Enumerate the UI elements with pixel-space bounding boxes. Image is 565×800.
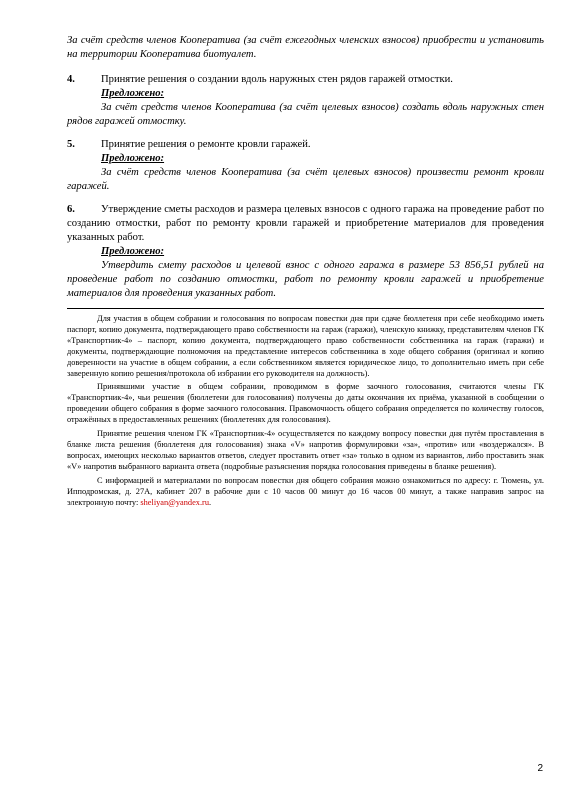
- footnote-paragraph: Принятие решения членом ГК «Транспортник-4» осуществляется по каждому вопросу повестки дня путём проставления в бланке листа решения (бюллетеня для голосования) знака «V» напротив формулировки «за», «против» или «воздержался». В вопросах, имеющих несколько вариантов ответов, следует проставить ответ «за» только в одном из вариантов, либо проставить знак «V» напротив выбранного варианта ответа (подробные разъяснения порядка голосования приведены в бланке решения).: [67, 429, 544, 471]
- intro-paragraph: За счёт средств членов Кооператива (за счёт ежегодных членских взносов) приобрести и установить на территории Кооператива биотуалет.: [67, 35, 544, 60]
- footnote-divider: [67, 308, 544, 309]
- footnote-paragraph: Для участия в общем собрании и голосования по вопросам повестки дня при сдаче бюллетеня при себе необходимо иметь паспорт, копию документа, подтверждающего право собственности на гараж (гаражи), членскую книжку, представителям членов ГК «Транспортник-4» – паспорт, копию документа, подтверждающего право собственности собственника на гараж (гаражи) и документы, подтверждающие полномочия на представление интересов собственника в ходе общего собрания (оригинал и копию доверенности на участие в общем собрании, а если собственником является юридическое лицо, то дополнительно иметь при себе заверенную копию решения/протокола об избрании его руководителя на должность).: [67, 314, 544, 378]
- item-title: Принятие решения о ремонте кровли гаражей.: [101, 139, 311, 150]
- proposal-text: За счёт средств членов Кооператива (за счёт целевых взносов) произвести ремонт кровли гаражей.: [67, 167, 544, 192]
- item-number: 5.: [67, 139, 75, 150]
- agenda-item-4: [67, 73, 544, 129]
- proposal-label: Предложено:: [101, 88, 165, 99]
- email-link[interactable]: sheliyan@yandex.ru: [140, 497, 209, 507]
- contact-text: С информацией и материалами по вопросам повестки дня общего собрания можно ознакомиться по адресу: г. Тюмень, ул. Ипподромская, д. 27А, кабинет 207 в рабочие дни с 10 часов 00 минут до 16 часов 00 минут, а также направив запрос на электронную почту:: [67, 475, 544, 507]
- proposal-label: Предложено:: [101, 153, 165, 164]
- footnote-contact-paragraph: [67, 476, 544, 509]
- item-number: 6.: [67, 204, 75, 215]
- agenda-item-6: [67, 203, 544, 301]
- item-title: Утверждение сметы расходов и размера целевых взносов с одного гаража на проведение работ по созданию отмостки, работ по ремонту кровли гаражей и приобретение материалов для проведения указанных работ.: [67, 204, 544, 243]
- proposal-label: Предложено:: [101, 246, 165, 257]
- agenda-item-5: [67, 138, 544, 194]
- proposal-text: За счёт средств членов Кооператива (за счёт целевых взносов) создать вдоль наружных стен рядов гаражей отмостку.: [67, 102, 544, 127]
- page-number: 2: [537, 763, 543, 774]
- contact-end: .: [209, 497, 212, 507]
- item-title: Принятие решения о создании вдоль наружных стен рядов гаражей отмостки.: [101, 74, 453, 85]
- footnote-block: [67, 314, 544, 511]
- item-number: 4.: [67, 74, 75, 85]
- proposal-text: Утвердить смету расходов и целевой взнос с одного гаража в размере 53 856,51 рублей на проведение работ по созданию отмостки, работ по ремонту кровли гаражей и приобретение материалов для проведения указанных работ.: [67, 260, 544, 299]
- footnote-paragraph: Принявшими участие в общем собрании, проводимом в форме заочного голосования, считаются члены ГК «Транспортник-4», чьи решения (бюллетени для голосования) получены до даты окончания их приёма, указанной в сообщении о проведении общего собрания в форме заочного голосования. Правомочность общего собрания определяется по количеству голосов, отражённых в предоставленных решениях (бюллетенях для голосования).: [67, 382, 544, 425]
